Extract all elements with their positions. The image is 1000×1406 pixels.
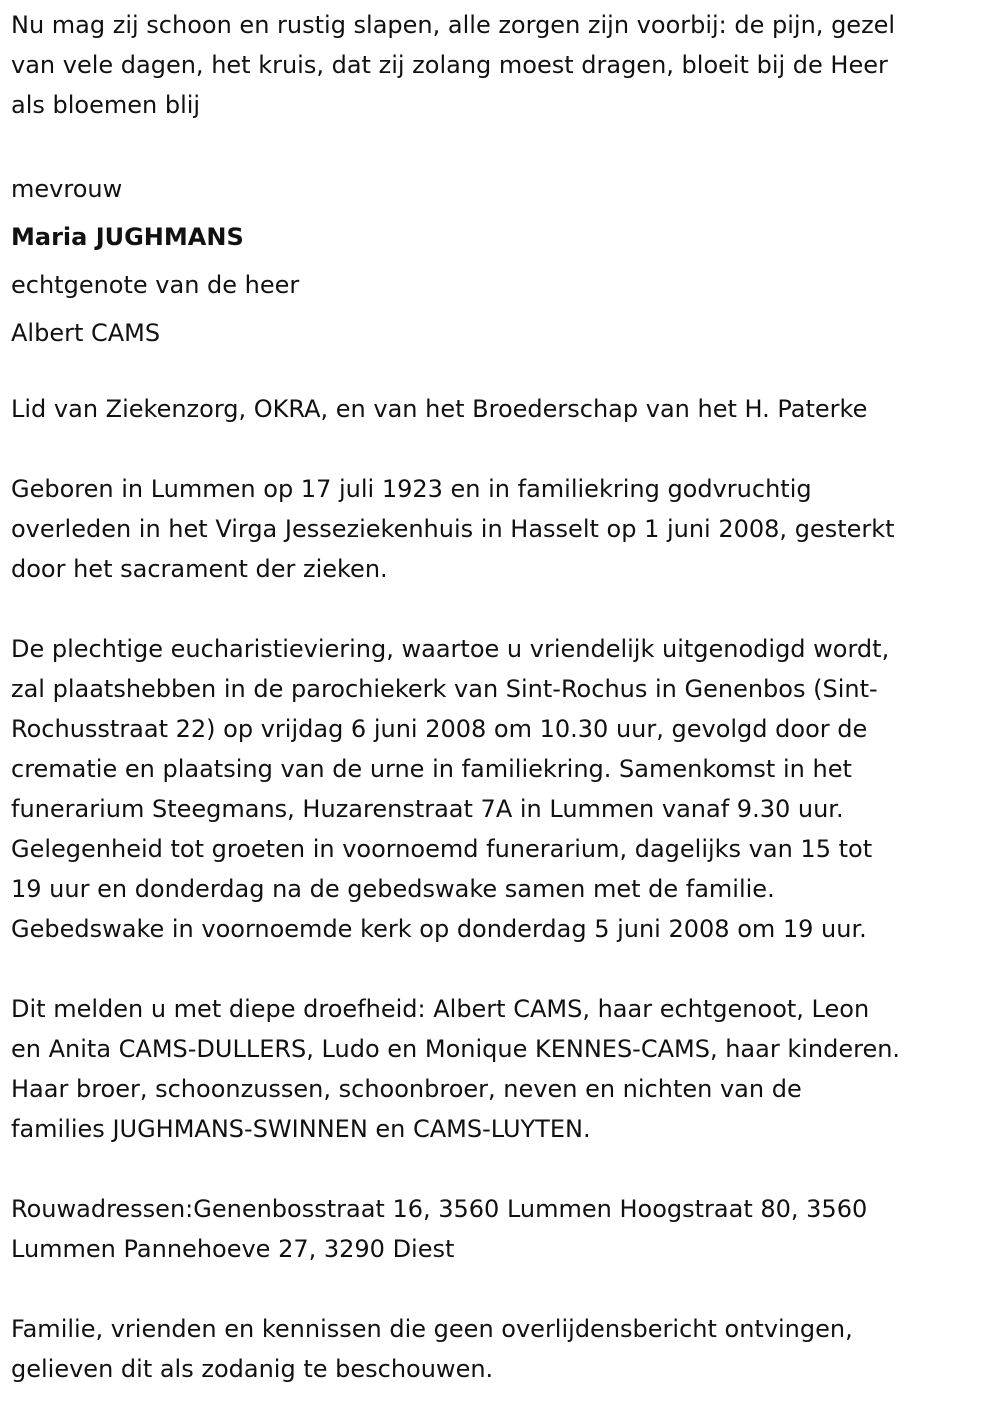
salutation: mevrouw [11, 175, 123, 203]
addresses-text: Rouwadressen:Genenbosstraat 16, 3560 Lummen Hoogstraat 80, 3560 Lummen Pannehoeve 27, 3290 Diest [11, 1195, 868, 1263]
deceased-header [11, 165, 990, 357]
spouse-label: echtgenote van de heer [11, 271, 300, 299]
membership-text: Lid van Ziekenzorg, OKRA, en van het Broederschap van het H. Paterke [11, 395, 868, 423]
family-text: Dit melden u met diepe droefheid: Albert CAMS, haar echtgenoot, Leon en Anita CAMS-DULLERS, Ludo en Monique KENNES-CAMS, haar kinderen. Haar broer, schoonzussen, schoonbroer, neven en nichten van de families JUGHMANS-SWINNEN en CAMS-LUYTEN. [11, 995, 901, 1143]
spouse-name: Albert CAMS [11, 319, 161, 347]
poem-text: Nu mag zij schoon en rustig slapen, alle zorgen zijn voorbij: de pijn, gezel van vele dagen, het kruis, dat zij zolang moest dragen, bloeit bij de Heer als bloemen blij [11, 11, 896, 119]
ceremony-text: De plechtige eucharistieviering, waartoe u vriendelijk uitgenodigd wordt, zal plaatshebben in de parochiekerk van Sint-Rochus in Genenbos (Sint- Rochusstraat 22) op vrijdag 6 juni 2008 om 10.30 uur, gevolgd door de crematie en plaatsing van de urne in familiekring. Samenkomst in het funerarium Steegmans, Huzarenstraat 7A in Lummen vanaf 9.30 uur. Gelegenheid tot groeten in voornoemd funerarium, dagelijks van 15 tot 19 uur en donderdag na de gebedswake samen met de familie. Gebedswake in voornoemde kerk op donderdag 5 juni 2008 om 19 uur. [11, 635, 890, 943]
birth-death-text: Geboren in Lummen op 17 juli 1923 en in familiekring godvruchtig overleden in het Virga Jesseziekenhuis in Hasselt op 1 juni 2008, gesterkt door het sacrament der zieken. [11, 475, 895, 583]
deceased-name: Maria JUGHMANS [11, 223, 244, 251]
closing-text: Familie, vrienden en kennissen die geen overlijdensbericht ontvingen, gelieven dit als zodanig te beschouwen. [11, 1315, 853, 1383]
